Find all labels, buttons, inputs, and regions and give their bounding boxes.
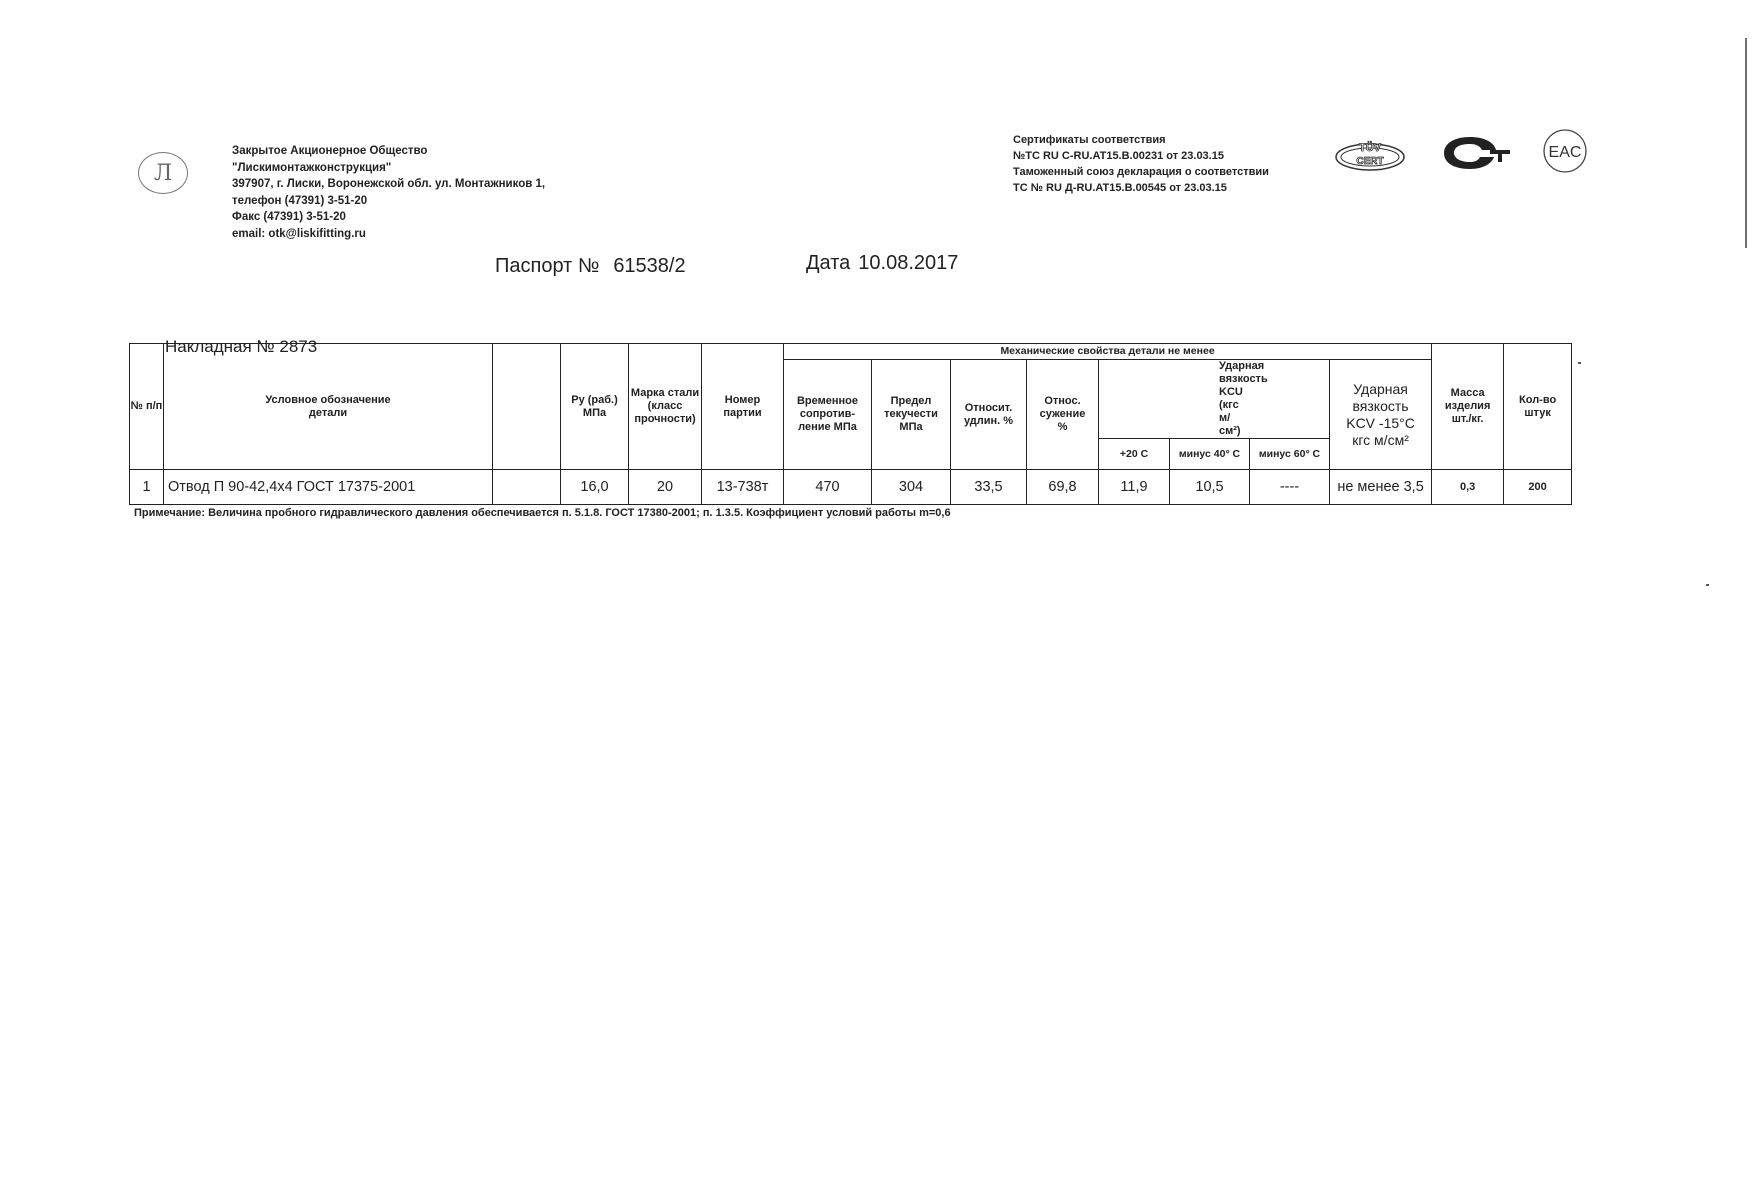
header-tensile: Временное сопротив-ление МПа <box>784 360 872 470</box>
company-email: email: otk@liskifitting.ru <box>232 227 366 240</box>
invoice-number: Накладная № 2873 <box>165 337 318 356</box>
header-elongation: Относит. удлин. % <box>951 360 1027 470</box>
cert-title: Сертификаты соответствия <box>1013 134 1166 146</box>
passport-label: Паспорт № <box>495 255 600 277</box>
header-kcu: Ударная вязкость KCU (кгс м/см²) <box>1099 360 1330 439</box>
declaration-title: Таможенный союз декларация о соответствии <box>1013 166 1269 178</box>
eac-logo-text: EAC <box>1548 144 1582 161</box>
passport-date <box>806 252 958 275</box>
header-steel: Марка стали (класс прочности) <box>629 344 702 470</box>
date-label: Дата <box>806 252 851 274</box>
specification-table <box>129 343 1572 505</box>
company-phone: телефон (47391) 3-51-20 <box>232 194 368 207</box>
header-no: № п/п <box>130 344 164 470</box>
rst-logo-text: PC <box>1462 149 1478 161</box>
rst-cert-logo <box>1440 133 1512 173</box>
passport-title <box>495 255 686 278</box>
company-logo-letter: Л <box>153 160 173 186</box>
header-batch: Номер партии <box>702 344 784 470</box>
header-pressure: Ру (раб.) МПа <box>561 344 629 470</box>
header-mass: Масса изделия шт./кг. <box>1432 344 1504 470</box>
passport-number: 61538/2 <box>613 255 686 277</box>
certificates-info <box>1013 132 1269 196</box>
cell-mass: 0,3 <box>1432 470 1504 505</box>
cell-yield: 304 <box>872 470 951 505</box>
table-note: Примечание: Величина пробного гидравлического давления обеспечивается п. 5.1.8. ГОСТ 17380-2001; п. 1.3.5. Коэффициент условий работы m=0,6 <box>134 507 951 519</box>
cell-pressure: 16,0 <box>561 470 629 505</box>
header-kcu-20: +20 C <box>1099 439 1170 470</box>
cell-tensile: 470 <box>784 470 872 505</box>
header-yield: Предел текучести МПа <box>872 360 951 470</box>
company-type: Закрытое Акционерное Общество <box>232 145 428 157</box>
date-value: 10.08.2017 <box>858 252 959 274</box>
cell-kcv: не менее 3,5 <box>1330 470 1432 505</box>
company-fax: Факс (47391) 3-51-20 <box>232 211 346 223</box>
cell-qty: 200 <box>1504 470 1572 505</box>
company-address: 397907, г. Лиски, Воронежской обл. ул. Монтажников 1, <box>232 178 546 190</box>
scan-speck <box>1578 362 1581 364</box>
table-row <box>130 470 1572 505</box>
cell-kcu-20: 11,9 <box>1099 470 1170 505</box>
header-designation: Условное обозначение детали <box>164 344 493 470</box>
header-kcu-minus-60: минус 60° C <box>1250 439 1330 470</box>
cell-kcu-minus-60: ---- <box>1250 470 1330 505</box>
header-reduction: Относ. сужение % <box>1027 360 1099 470</box>
declaration-number: TC № RU Д-RU.AT15.B.00545 от 23.03.15 <box>1013 182 1227 194</box>
cell-no: 1 <box>130 470 164 505</box>
header-mechanical-properties: Механические свойства детали не менее <box>784 344 1432 360</box>
company-name: "Лискимонтажконструкция" <box>232 161 392 174</box>
scan-edge-line <box>1745 38 1747 248</box>
eac-logo <box>1540 128 1590 174</box>
company-info <box>232 143 545 242</box>
cell-extra <box>493 470 561 505</box>
header-kcu-minus-40: минус 40° C <box>1170 439 1250 470</box>
company-logo <box>138 152 188 194</box>
cell-elongation: 33,5 <box>951 470 1027 505</box>
tuv-logo-top: TÜV <box>1359 142 1381 154</box>
cell-steel: 20 <box>629 470 702 505</box>
table-header-row-1 <box>130 344 1572 360</box>
tuv-cert-logo <box>1334 137 1406 173</box>
header-qty: Кол-во штук <box>1504 344 1572 470</box>
cell-batch: 13-738т <box>702 470 784 505</box>
header-extra <box>493 344 561 470</box>
tuv-logo-bottom: CERT <box>1356 156 1384 167</box>
cell-kcu-minus-40: 10,5 <box>1170 470 1250 505</box>
cell-designation: Отвод П 90-42,4x4 ГОСТ 17375-2001 <box>164 470 493 505</box>
scan-speck <box>1706 584 1709 586</box>
header-kcv: Ударная вязкость KCV -15°C кгс м/см² <box>1330 360 1432 470</box>
cert-number: №TC RU C-RU.AT15.B.00231 от 23.03.15 <box>1013 150 1224 162</box>
cell-reduction: 69,8 <box>1027 470 1099 505</box>
